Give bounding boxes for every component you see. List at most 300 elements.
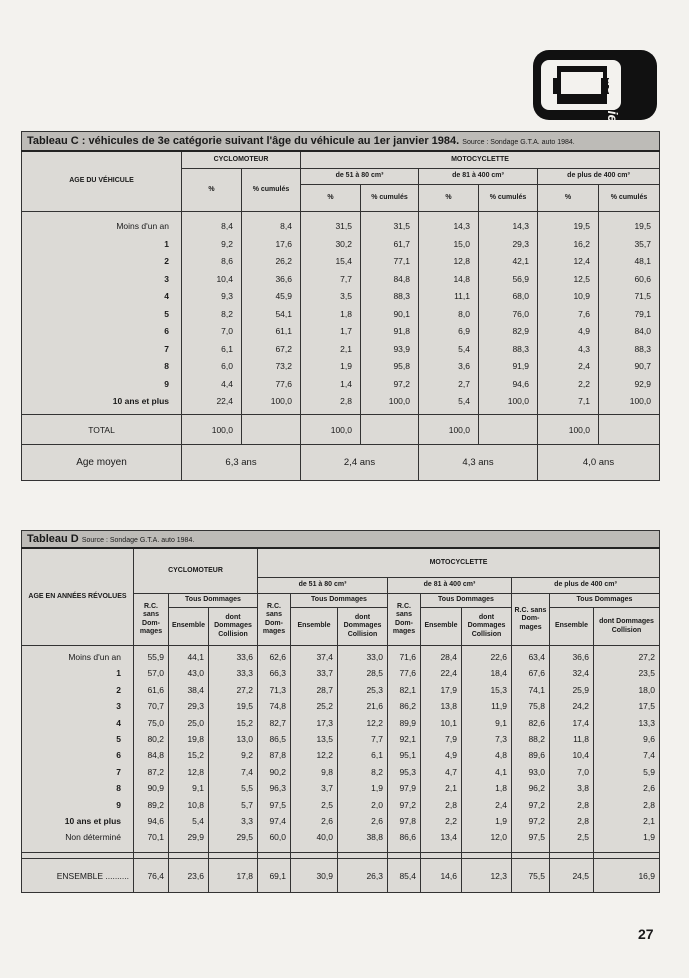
ensemble-header: Ensemble — [291, 608, 338, 646]
cell-value: 87,8 — [269, 750, 286, 761]
cell-value: 28,4 — [440, 652, 457, 662]
age-column — [22, 212, 182, 415]
cell-value: 36,6 — [275, 273, 292, 284]
value-column — [258, 646, 291, 853]
cell-value: 92,9 — [634, 378, 651, 389]
cell-value: 29,3 — [187, 701, 204, 712]
value-column — [361, 212, 419, 415]
row-label: 5 — [164, 308, 169, 319]
cell-value: 30,2 — [335, 238, 352, 249]
total-value: 100,0 — [538, 415, 599, 445]
cell-value: 2,8 — [577, 799, 589, 810]
cell-value: 4,3 — [578, 343, 590, 354]
cell-value: 8,2 — [221, 308, 233, 319]
cell-value: 29,5 — [236, 832, 253, 843]
cell-value: 13,3 — [638, 717, 655, 728]
cell-value: 94,6 — [147, 815, 164, 826]
cell-value: 7,1 — [578, 396, 590, 406]
age-moyen-value: 6,3 ans — [182, 445, 301, 481]
cell-value: 17,4 — [572, 717, 589, 728]
cell-value: 6,9 — [458, 326, 470, 336]
cell-value: 19,5 — [236, 701, 253, 712]
age-moyen-label: Age moyen — [22, 445, 182, 481]
value-column — [182, 212, 242, 415]
cell-value: 44,1 — [187, 652, 204, 662]
value-column — [338, 646, 388, 853]
cell-value: 12,8 — [187, 766, 204, 777]
cell-value: 9,1 — [495, 717, 507, 728]
cell-value: 63,4 — [528, 652, 545, 662]
pct-cum-header: % cumulés — [479, 185, 538, 212]
logo-text: dossier — [605, 78, 621, 128]
cell-value: 71,6 — [399, 652, 416, 662]
cell-value: 22,4 — [216, 396, 233, 406]
cell-value: 9,1 — [192, 783, 204, 794]
sub-81-400: de 81 à 400 cm³ — [419, 169, 538, 185]
cell-value: 19,5 — [634, 221, 651, 231]
sub-400-plus: de plus de 400 cm³ — [512, 578, 660, 594]
total-value — [242, 415, 301, 445]
cell-value: 2,8 — [445, 799, 457, 810]
cell-value: 9,2 — [241, 750, 253, 761]
cell-value: 66,3 — [269, 668, 286, 679]
cell-value: 6,0 — [221, 361, 233, 371]
pct-cum-header: % cumulés — [361, 185, 419, 212]
cell-value: 100,0 — [388, 396, 410, 406]
cell-value: 1,7 — [340, 326, 352, 336]
row-label: Non déterminé — [65, 832, 121, 843]
cell-value: 45,9 — [275, 291, 292, 301]
cell-value: 76,0 — [512, 308, 529, 319]
cell-value: 3,5 — [340, 291, 352, 301]
cell-value: 77,6 — [399, 668, 416, 679]
table-c-source: Source : Sondage G.T.A. auto 1984. — [462, 138, 575, 146]
cell-value: 33,0 — [366, 652, 383, 662]
cell-value: 29,9 — [187, 832, 204, 843]
cell-value: 97,2 — [528, 799, 545, 810]
value-column — [538, 212, 599, 415]
ensemble-value: 75,5 — [512, 859, 550, 893]
cell-value: 84,8 — [147, 750, 164, 761]
cell-value: 61,7 — [393, 238, 410, 249]
ensemble-value: 85,4 — [388, 859, 421, 893]
value-column — [169, 646, 209, 853]
cell-value: 56,9 — [512, 273, 529, 284]
cell-value: 9,6 — [643, 733, 655, 744]
cell-value: 95,3 — [399, 766, 416, 777]
pct-cum-header: % cumulés — [242, 169, 301, 212]
cell-value: 7,7 — [340, 273, 352, 284]
total-value: 100,0 — [419, 415, 479, 445]
cell-value: 100,0 — [507, 396, 529, 406]
cell-value: 3,3 — [241, 815, 253, 826]
cell-value: 31,5 — [393, 221, 410, 231]
cell-value: 88,3 — [393, 291, 410, 301]
cell-value: 26,2 — [275, 256, 292, 266]
cell-value: 2,4 — [495, 799, 507, 810]
binder-icon — [531, 48, 659, 122]
cell-value: 79,1 — [634, 308, 651, 319]
cell-value: 15,3 — [490, 684, 507, 695]
cell-value: 10,8 — [187, 799, 204, 810]
page-number: 27 — [638, 926, 654, 942]
cell-value: 3,7 — [321, 783, 333, 794]
cell-value: 90,2 — [269, 766, 286, 777]
row-label: 1 — [164, 238, 169, 249]
total-value — [361, 415, 419, 445]
value-column — [594, 646, 660, 853]
cell-value: 5,9 — [643, 766, 655, 777]
cell-value: 18,0 — [638, 684, 655, 695]
cell-value: 17,5 — [638, 701, 655, 712]
age-moyen-value: 2,4 ans — [301, 445, 419, 481]
dossier-logo — [531, 48, 659, 128]
total-label: TOTAL — [22, 415, 182, 445]
cell-value: 9,8 — [321, 766, 333, 777]
total-value: 100,0 — [301, 415, 361, 445]
cell-value: 97,2 — [393, 378, 410, 389]
rc-sans-dommages-header: R.C. sans Dom- mages — [512, 594, 550, 646]
value-column — [209, 646, 258, 853]
cell-value: 97,2 — [528, 815, 545, 826]
cell-value: 13,4 — [440, 832, 457, 843]
value-column — [512, 646, 550, 853]
dont-collision-header: dont Dommages Collision — [594, 608, 660, 646]
tous-dommages-header: Tous Dommages — [169, 594, 258, 608]
cell-value: 97,9 — [399, 783, 416, 794]
cell-value: 7,0 — [221, 326, 233, 336]
cell-value: 96,2 — [528, 783, 545, 794]
cell-value: 4,1 — [495, 766, 507, 777]
row-label: Moins d'un an — [68, 652, 121, 662]
cell-value: 17,6 — [275, 238, 292, 249]
cell-value: 96,3 — [269, 783, 286, 794]
cell-value: 2,8 — [577, 815, 589, 826]
value-column — [301, 212, 361, 415]
cell-value: 2,6 — [321, 815, 333, 826]
row-label: 4 — [116, 717, 121, 728]
cell-value: 2,5 — [577, 832, 589, 843]
cell-value: 90,1 — [393, 308, 410, 319]
cell-value: 4,4 — [221, 378, 233, 389]
sub-51-80: de 51 à 80 cm³ — [301, 169, 419, 185]
cell-value: 10,4 — [216, 273, 233, 284]
ensemble-value: 24,5 — [550, 859, 594, 893]
cell-value: 7,7 — [371, 733, 383, 744]
tous-dommages-header: Tous Dommages — [291, 594, 388, 608]
cell-value: 15,2 — [236, 717, 253, 728]
cell-value: 40,0 — [316, 832, 333, 843]
cell-value: 31,5 — [335, 221, 352, 231]
cell-value: 8,6 — [221, 256, 233, 266]
cell-value: 100,0 — [629, 396, 651, 406]
table-c-body — [22, 212, 660, 415]
cell-value: 70,7 — [147, 701, 164, 712]
cell-value: 75,0 — [147, 717, 164, 728]
value-column — [388, 646, 421, 853]
ensemble-value: 17,8 — [209, 859, 258, 893]
row-label: 3 — [164, 273, 169, 284]
cell-value: 89,6 — [528, 750, 545, 761]
cell-value: 54,1 — [275, 308, 292, 319]
cell-value: 22,6 — [490, 652, 507, 662]
cyclomoteur-header: CYCLOMOTEUR — [182, 151, 301, 169]
cell-value: 37,4 — [316, 652, 333, 662]
cell-value: 68,0 — [512, 291, 529, 301]
pct-header: % — [182, 169, 242, 212]
cell-value: 13,0 — [236, 733, 253, 744]
cell-value: 74,8 — [269, 701, 286, 712]
cell-value: 67,6 — [528, 668, 545, 679]
cell-value: 86,5 — [269, 733, 286, 744]
cell-value: 35,7 — [634, 238, 651, 249]
value-column — [599, 212, 660, 415]
cell-value: 61,1 — [275, 326, 292, 336]
age-revolues-header: AGE EN ANNÉES RÉVOLUES — [22, 548, 134, 646]
ensemble-value: 30,9 — [291, 859, 338, 893]
cell-value: 5,7 — [241, 799, 253, 810]
row-label: 3 — [116, 701, 121, 712]
cell-value: 12,5 — [573, 273, 590, 284]
cell-value: 12,2 — [366, 717, 383, 728]
age-moyen-value: 4,0 ans — [538, 445, 660, 481]
cell-value: 1,4 — [340, 378, 352, 389]
cell-value: 74,1 — [528, 684, 545, 695]
row-label: 9 — [116, 799, 121, 810]
cell-value: 19,5 — [573, 221, 590, 231]
value-column — [134, 646, 169, 853]
cell-value: 7,3 — [495, 733, 507, 744]
sub-51-80: de 51 à 80 cm³ — [258, 578, 388, 594]
row-label: 4 — [164, 291, 169, 301]
cell-value: 95,8 — [393, 361, 410, 371]
ensemble-label: ENSEMBLE .......... — [22, 859, 134, 893]
cell-value: 8,0 — [458, 308, 470, 319]
cell-value: 1,9 — [643, 832, 655, 843]
cell-value: 82,6 — [528, 717, 545, 728]
cell-value: 22,4 — [440, 668, 457, 679]
total-value: 100,0 — [182, 415, 242, 445]
cell-value: 6,1 — [371, 750, 383, 761]
cell-value: 97,5 — [269, 799, 286, 810]
cell-value: 2,8 — [340, 396, 352, 406]
rc-sans-dommages-header: R.C. sans Dom- mages — [134, 594, 169, 646]
cell-value: 5,4 — [458, 343, 470, 354]
table-c-title: Tableau C : véhicules de 3e catégorie suivant l'âge du véhicule au 1er janvier 1984. Source : Sondage G.T.A. auto 1984. — [22, 132, 660, 151]
cell-value: 25,3 — [366, 684, 383, 695]
cell-value: 1,8 — [495, 783, 507, 794]
row-label: 8 — [116, 783, 121, 794]
row-label: 9 — [164, 378, 169, 389]
cell-value: 1,9 — [340, 361, 352, 371]
dont-collision-header: dont Dommages Collision — [462, 608, 512, 646]
cell-value: 18,4 — [490, 668, 507, 679]
dont-collision-header: dont Dommages Collision — [209, 608, 258, 646]
cell-value: 32,4 — [572, 668, 589, 679]
ensemble-value: 26,3 — [338, 859, 388, 893]
cell-value: 97,8 — [399, 815, 416, 826]
cell-value: 1,9 — [371, 783, 383, 794]
cell-value: 82,7 — [269, 717, 286, 728]
cell-value: 4,9 — [578, 326, 590, 336]
cell-value: 94,6 — [512, 378, 529, 389]
cell-value: 25,2 — [316, 701, 333, 712]
value-column — [421, 646, 462, 853]
age-header: AGE DU VÉHICULE — [22, 151, 182, 212]
cell-value: 61,6 — [147, 684, 164, 695]
cell-value: 88,2 — [528, 733, 545, 744]
cell-value: 2,2 — [578, 378, 590, 389]
cell-value: 95,1 — [399, 750, 416, 761]
cell-value: 93,9 — [393, 343, 410, 354]
cell-value: 60,0 — [269, 832, 286, 843]
value-column — [479, 212, 538, 415]
cell-value: 10,1 — [440, 717, 457, 728]
value-column — [550, 646, 594, 853]
cell-value: 7,6 — [578, 308, 590, 319]
cell-value: 42,1 — [512, 256, 529, 266]
cell-value: 11,8 — [573, 733, 589, 744]
cell-value: 70,1 — [147, 832, 164, 843]
cell-value: 2,6 — [371, 815, 383, 826]
row-label: 2 — [164, 256, 169, 266]
cell-value: 88,3 — [634, 343, 651, 354]
cell-value: 67,2 — [275, 343, 292, 354]
table-c-age-moyen-row — [22, 445, 660, 481]
cell-value: 60,6 — [634, 273, 651, 284]
cell-value: 89,9 — [399, 717, 416, 728]
cell-value: 57,0 — [147, 668, 164, 679]
row-label: 2 — [116, 684, 121, 695]
cell-value: 21,6 — [366, 701, 383, 712]
cell-value: 2,7 — [458, 378, 470, 389]
cell-value: 12,2 — [316, 750, 333, 761]
row-label: 5 — [116, 733, 121, 744]
cell-value: 6,1 — [221, 343, 233, 354]
table-c-total-row — [22, 415, 660, 445]
cell-value: 2,1 — [643, 815, 655, 826]
cell-value: 19,8 — [187, 733, 204, 744]
cell-value: 48,1 — [634, 256, 651, 266]
cell-value: 8,4 — [280, 221, 292, 231]
cell-value: 97,5 — [528, 832, 545, 843]
cell-value: 71,3 — [269, 684, 286, 695]
cell-value: 80,2 — [147, 733, 164, 744]
cell-value: 90,7 — [634, 361, 651, 371]
table-d-ensemble-row — [22, 859, 660, 893]
row-label: 6 — [116, 750, 121, 761]
ensemble-value: 16,9 — [594, 859, 660, 893]
ensemble-header: Ensemble — [421, 608, 462, 646]
cell-value: 13,5 — [316, 733, 333, 744]
cell-value: 27,2 — [638, 652, 655, 662]
table-d-source: Source : Sondage G.T.A. auto 1984. — [81, 536, 195, 544]
cell-value: 11,9 — [491, 701, 507, 712]
pct-cum-header: % cumulés — [599, 185, 660, 212]
cell-value: 89,2 — [147, 799, 164, 810]
sub-81-400: de 81 à 400 cm³ — [388, 578, 512, 594]
cell-value: 15,4 — [335, 256, 352, 266]
value-column — [419, 212, 479, 415]
cell-value: 8,2 — [371, 766, 383, 777]
value-column — [462, 646, 512, 853]
motocyclette-header: MOTOCYCLETTE — [301, 151, 660, 169]
cell-value: 2,0 — [371, 799, 383, 810]
cell-value: 91,8 — [393, 326, 410, 336]
cell-value: 14,8 — [453, 273, 470, 284]
cell-value: 12,0 — [490, 832, 507, 843]
row-label: 8 — [164, 361, 169, 371]
cell-value: 38,4 — [187, 684, 204, 695]
cell-value: 97,2 — [399, 799, 416, 810]
cell-value: 71,5 — [634, 291, 651, 301]
cell-value: 1,9 — [495, 815, 507, 826]
row-label: 1 — [116, 668, 121, 679]
cell-value: 2,8 — [643, 799, 655, 810]
cell-value: 7,9 — [445, 733, 457, 744]
rc-sans-dommages-header: R.C. sans Dom- mages — [258, 594, 291, 646]
tous-dommages-header: Tous Dommages — [550, 594, 660, 608]
cell-value: 86,2 — [399, 701, 416, 712]
cell-value: 24,2 — [572, 701, 589, 712]
cell-value: 12,4 — [573, 256, 590, 266]
pct-header: % — [301, 185, 361, 212]
cell-value: 28,7 — [316, 684, 333, 695]
cell-value: 17,3 — [316, 717, 333, 728]
cell-value: 5,5 — [241, 783, 253, 794]
cell-value: 90,9 — [147, 783, 164, 794]
age-column — [22, 646, 134, 853]
pct-header: % — [538, 185, 599, 212]
row-label: 10 ans et plus — [112, 396, 169, 406]
sub-400-plus: de plus de 400 cm³ — [538, 169, 660, 185]
cell-value: 12,8 — [453, 256, 470, 266]
row-label: 7 — [164, 343, 169, 354]
ensemble-value: 23,6 — [169, 859, 209, 893]
cell-value: 87,2 — [147, 766, 164, 777]
cell-value: 4,9 — [445, 750, 457, 761]
value-column — [242, 212, 301, 415]
cell-value: 9,2 — [221, 238, 233, 249]
cell-value: 86,6 — [399, 832, 416, 843]
cell-value: 10,4 — [572, 750, 589, 761]
cyclomoteur-header: CYCLOMOTEUR — [134, 548, 258, 594]
cell-value: 2,1 — [445, 783, 457, 794]
cell-value: 77,1 — [393, 256, 410, 266]
table-d-title: Tableau D Source : Sondage G.T.A. auto 1984. — [22, 531, 660, 548]
cell-value: 73,2 — [275, 361, 292, 371]
cell-value: 7,4 — [241, 766, 253, 777]
value-column — [291, 646, 338, 853]
cell-value: 3,8 — [577, 783, 589, 794]
cell-value: 4,7 — [445, 766, 457, 777]
cell-value: 2,4 — [578, 361, 590, 371]
cell-value: 10,9 — [573, 291, 590, 301]
total-value — [599, 415, 660, 445]
cell-value: 25,0 — [187, 717, 204, 728]
cell-value: 7,0 — [577, 766, 589, 777]
cell-value: 33,7 — [316, 668, 333, 679]
cell-value: 2,6 — [643, 783, 655, 794]
cell-value: 62,6 — [269, 652, 286, 662]
cell-value: 11,1 — [454, 291, 470, 301]
cell-value: 77,6 — [275, 378, 292, 389]
cell-value: 100,0 — [270, 396, 292, 406]
cell-value: 33,3 — [236, 668, 253, 679]
ensemble-header: Ensemble — [169, 608, 209, 646]
cell-value: 2,5 — [321, 799, 333, 810]
cell-value: 55,9 — [147, 652, 164, 662]
